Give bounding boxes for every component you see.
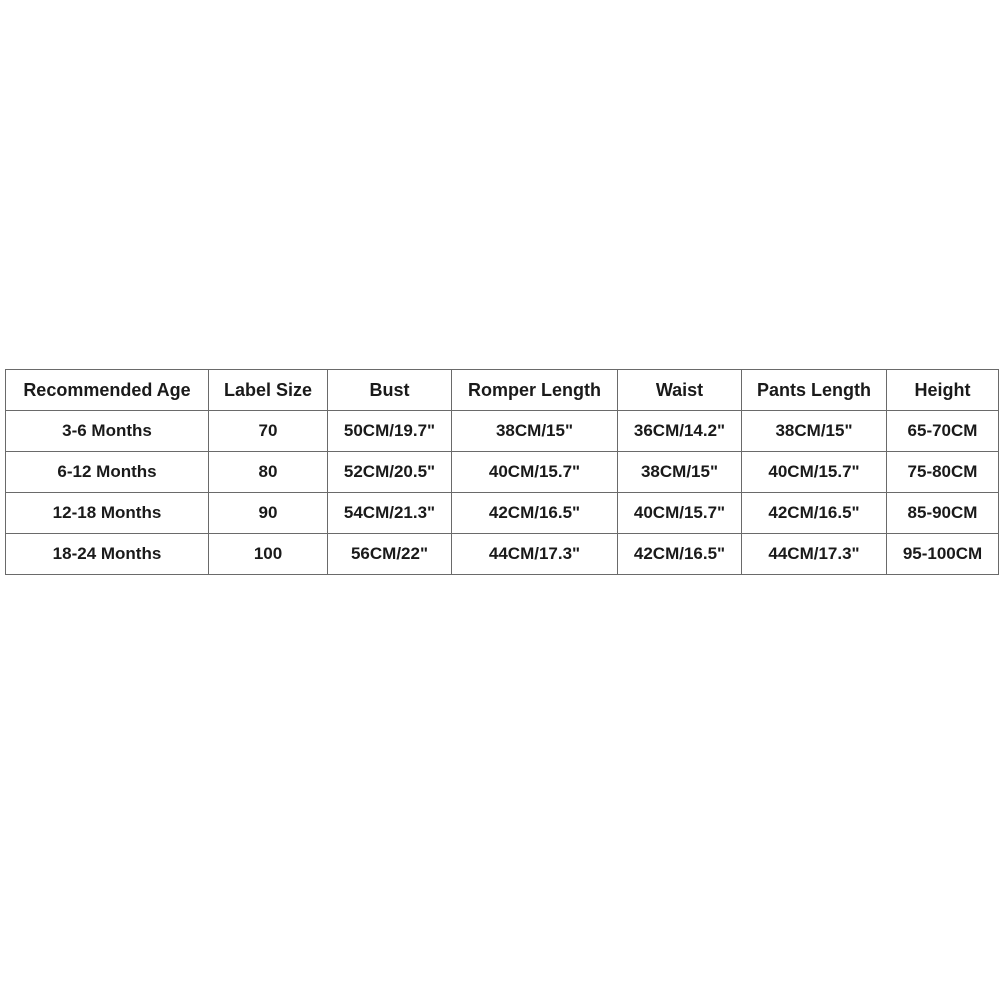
cell-waist: 38CM/15" (618, 452, 742, 493)
header-height: Height (887, 370, 999, 411)
header-row (6, 370, 999, 411)
cell-waist: 40CM/15.7" (618, 493, 742, 534)
table-row (6, 493, 999, 534)
cell-height: 85-90CM (887, 493, 999, 534)
cell-label-size: 80 (209, 452, 328, 493)
cell-romper-length: 42CM/16.5" (452, 493, 618, 534)
cell-height: 75-80CM (887, 452, 999, 493)
cell-recommended-age: 6-12 Months (6, 452, 209, 493)
cell-recommended-age: 18-24 Months (6, 534, 209, 575)
header-recommended-age: Recommended Age (6, 370, 209, 411)
cell-romper-length: 38CM/15" (452, 411, 618, 452)
header-pants-length: Pants Length (742, 370, 887, 411)
cell-bust: 52CM/20.5" (328, 452, 452, 493)
table-row (6, 534, 999, 575)
cell-bust: 54CM/21.3" (328, 493, 452, 534)
cell-pants-length: 44CM/17.3" (742, 534, 887, 575)
table-row (6, 452, 999, 493)
size-chart-table (5, 369, 999, 575)
cell-label-size: 100 (209, 534, 328, 575)
header-label-size: Label Size (209, 370, 328, 411)
cell-height: 65-70CM (887, 411, 999, 452)
table-row (6, 411, 999, 452)
cell-waist: 42CM/16.5" (618, 534, 742, 575)
header-romper-length: Romper Length (452, 370, 618, 411)
cell-pants-length: 42CM/16.5" (742, 493, 887, 534)
table-header (6, 370, 999, 411)
cell-recommended-age: 12-18 Months (6, 493, 209, 534)
cell-romper-length: 44CM/17.3" (452, 534, 618, 575)
cell-bust: 56CM/22" (328, 534, 452, 575)
cell-recommended-age: 3-6 Months (6, 411, 209, 452)
cell-label-size: 90 (209, 493, 328, 534)
table-body (6, 411, 999, 575)
cell-label-size: 70 (209, 411, 328, 452)
cell-romper-length: 40CM/15.7" (452, 452, 618, 493)
cell-pants-length: 40CM/15.7" (742, 452, 887, 493)
cell-pants-length: 38CM/15" (742, 411, 887, 452)
header-bust: Bust (328, 370, 452, 411)
cell-waist: 36CM/14.2" (618, 411, 742, 452)
cell-height: 95-100CM (887, 534, 999, 575)
cell-bust: 50CM/19.7" (328, 411, 452, 452)
header-waist: Waist (618, 370, 742, 411)
